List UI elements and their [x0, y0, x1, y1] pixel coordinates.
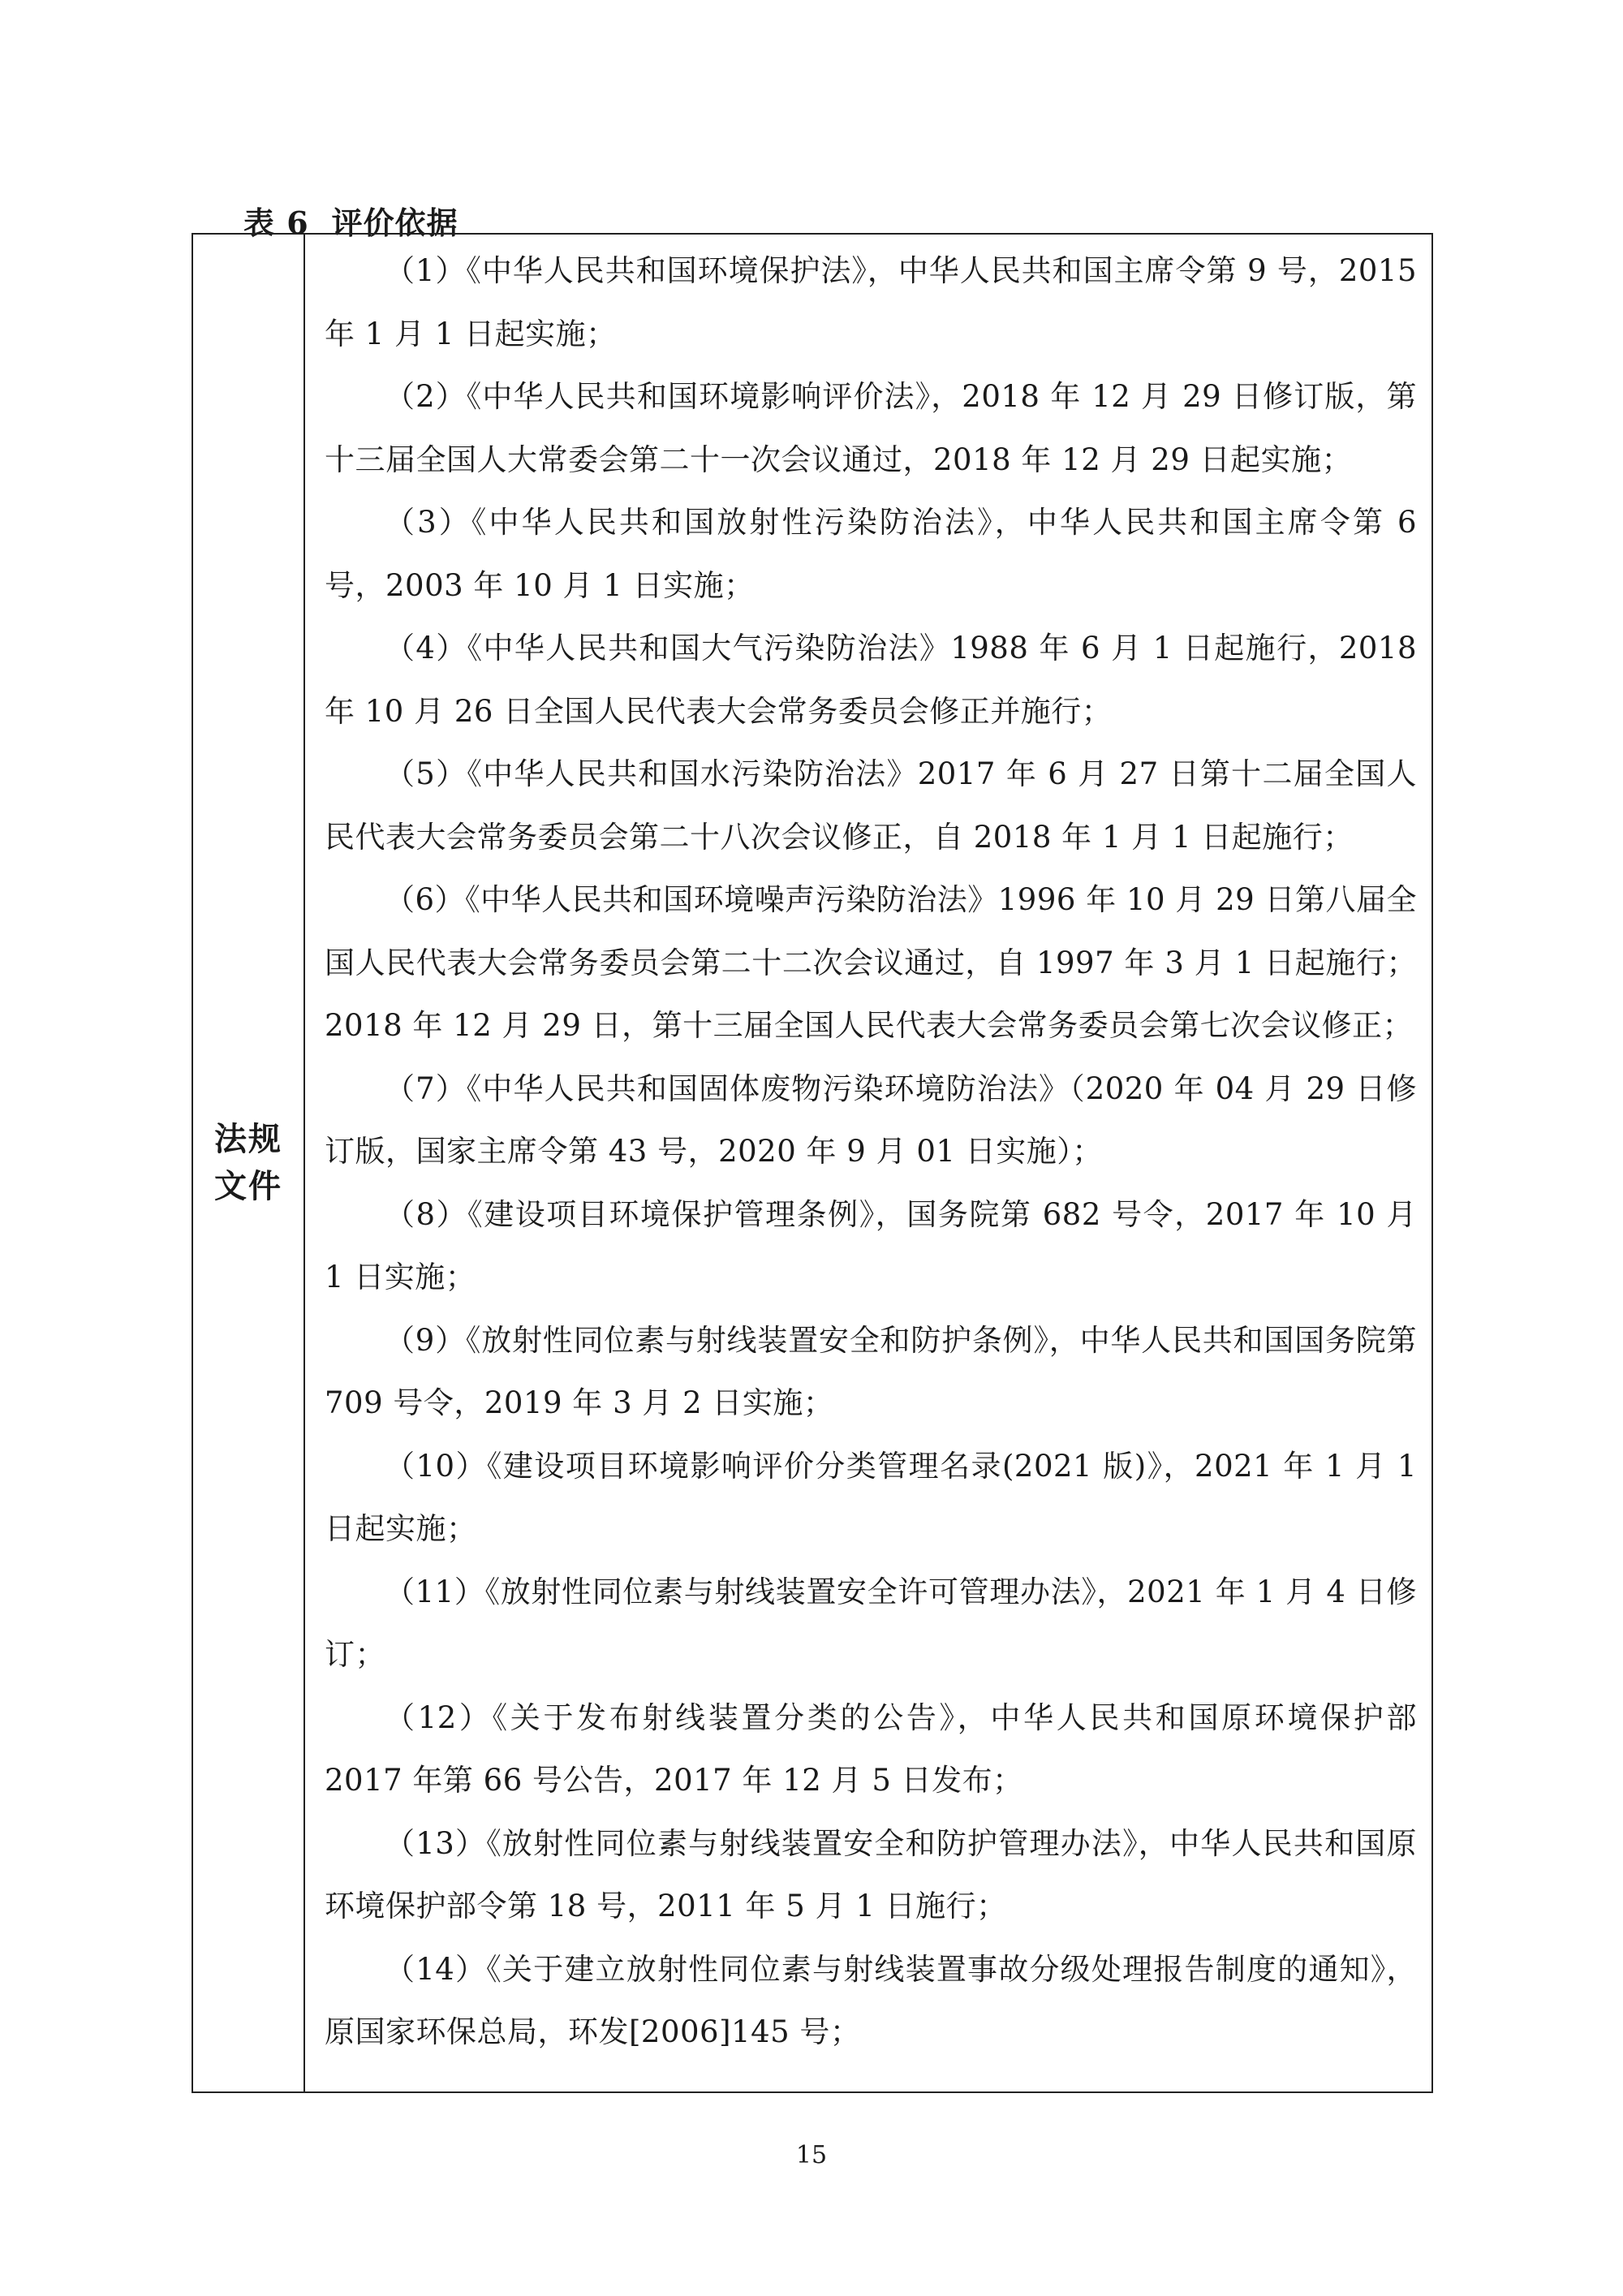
regulation-list — [305, 235, 1431, 2091]
regulation-item: （12）《关于发布射线装置分类的公告》，中华人民共和国原环境保护部 2017 年第 66 号公告，2017 年 12 月 5 日发布； — [325, 1699, 1417, 1798]
regulation-item: （5）《中华人民共和国水污染防治法》2017 年 6 月 27 日第十二届全国人民代表大会常务委员会第二十八次会议修正，自 2018 年 1 月 1 日起施行； — [325, 756, 1417, 855]
evaluation-basis-table — [192, 233, 1433, 2093]
page-number: 15 — [795, 2141, 828, 2169]
regulation-item: （4）《中华人民共和国大气污染防治法》1988 年 6 月 1 日起施行，2018 年 10 月 26 日全国人民代表大会常务委员会修正并施行； — [325, 631, 1417, 729]
regulation-item: （13）《放射性同位素与射线装置安全和防护管理办法》，中华人民共和国原环境保护部令第 18 号，2011 年 5 月 1 日施行； — [325, 1825, 1417, 1923]
category-label — [212, 1116, 285, 1210]
regulation-item: （3）《中华人民共和国放射性污染防治法》，中华人民共和国主席令第 6 号，2003 年 10 月 1 日实施； — [325, 505, 1417, 603]
category-label-line1: 法规 — [214, 1120, 282, 1158]
table-number: 表 6 — [243, 205, 309, 241]
regulation-item: （7）《中华人民共和国固体废物污染环境防治法》（2020 年 04 月 29 日修订版，国家主席令第 43 号，2020 年 9 月 01 日实施）； — [325, 1070, 1417, 1169]
regulation-item: （8）《建设项目环境保护管理条例》，国务院第 682 号令，2017 年 10 月 1 日实施； — [325, 1196, 1417, 1294]
regulation-item: （1）《中华人民共和国环境保护法》，中华人民共和国主席令第 9 号，2015 年 1 月 1 日起实施； — [325, 253, 1417, 351]
category-label-line2: 文件 — [214, 1167, 282, 1205]
regulation-item: （9）《放射性同位素与射线装置安全和防护条例》，中华人民共和国国务院第 709 号令，2019 年 3 月 2 日实施； — [325, 1322, 1417, 1420]
regulation-item: （14）《关于建立放射性同位素与射线装置事故分级处理报告制度的通知》，原国家环保总局，环发[2006]145 号； — [325, 1951, 1417, 2049]
category-cell — [193, 235, 305, 2091]
regulation-item: （10）《建设项目环境影响评价分类管理名录(2021 版)》，2021 年 1 月 1 日起实施； — [325, 1448, 1417, 1546]
regulation-item: （11）《放射性同位素与射线装置安全许可管理办法》，2021 年 1 月 4 日修订； — [325, 1574, 1417, 1672]
table-title-text: 评价依据 — [331, 205, 458, 241]
regulation-item: （2）《中华人民共和国环境影响评价法》，2018 年 12 月 29 日修订版，第十三届全国人大常委会第二十一次会议通过，2018 年 12 月 29 日起实施； — [325, 379, 1417, 477]
regulation-item: （6）《中华人民共和国环境噪声污染防治法》1996 年 10 月 29 日第八届全国人民代表大会常务委员会第二十二次会议通过，自 1997 年 3 月 1 日起施行；2018 年 12 月 29 日，第十三届全国人民代表大会常务委员会第七次会议修正； — [325, 882, 1417, 1043]
